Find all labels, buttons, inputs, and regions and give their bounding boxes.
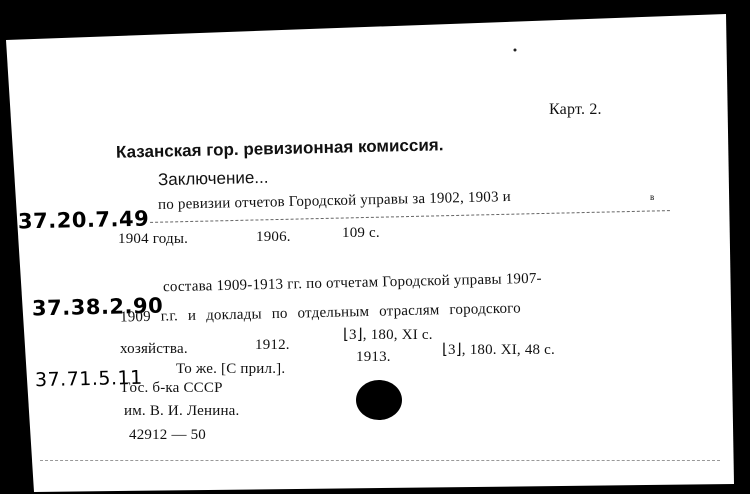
shelfmark-3: 37.71.5.11 [34, 366, 143, 392]
ink-blot [356, 380, 402, 420]
stamp-line2: им. В. И. Ленина. [124, 403, 240, 419]
entry-2-line3: хозяйства. [120, 341, 188, 357]
stray-mark: в [650, 192, 655, 202]
entry-2-year: 1912. [255, 337, 290, 353]
shelfmark-2: 37.38.2.90 [31, 293, 164, 321]
card-number: Карт. 2. [549, 101, 602, 118]
entry-1-pages: 109 с. [342, 225, 380, 241]
bottom-rule [40, 460, 720, 461]
stamp-line1: Гос. б-ка СССР [122, 380, 223, 396]
stamp-line3: 42912 — 50 [129, 427, 206, 443]
entry-2-format: ⌊3⌋, 180, XI с. [343, 327, 433, 343]
entry-1-year: 1906. [256, 229, 291, 245]
entry-3-format: ⌊3⌋, 180. XI, 48 с. [442, 342, 555, 358]
card-heading: Казанская гор. ревизионная комиссия. [115, 135, 444, 162]
entry-2-line1: состава 1909-1913 гг. по отчетам Городской управы 1907- [162, 270, 542, 296]
shelfmark-1: 37.20.7.49 [17, 206, 150, 234]
entry-2-line2: 1909 г.г. и доклады по отдельным отраслям городского [119, 300, 522, 326]
entry-1-line1: по ревизии отчетов Городской управы за 1902, 1903 и [157, 188, 512, 214]
entry-3-year: 1913. [356, 349, 391, 365]
card-subheading: Заключение... [157, 167, 269, 190]
entry-3-line1: То же. [С прил.]. [176, 361, 286, 377]
entry-1-line2: 1904 годы. [118, 231, 189, 247]
